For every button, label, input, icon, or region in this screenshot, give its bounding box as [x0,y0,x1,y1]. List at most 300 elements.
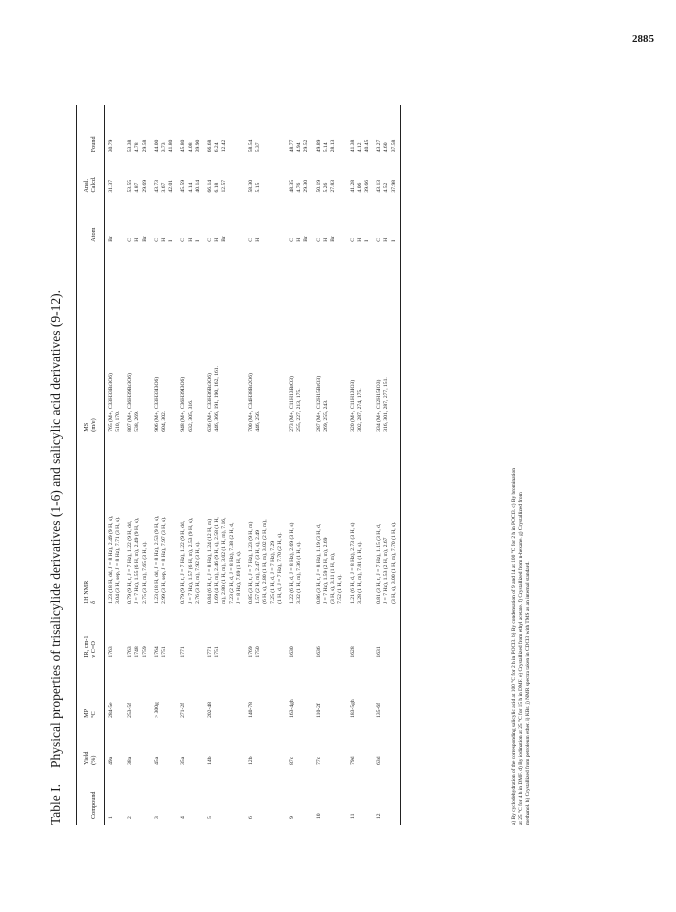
yield-value: 35a [180,756,187,765]
ir-value: 1748 [134,646,141,658]
yield-value: 87c [289,756,296,765]
atom-symbol: I [194,239,201,242]
found-value: 45.80 [180,139,187,153]
ms-line: 538, 269. [134,410,141,432]
calcd-value: 4.52 [383,182,390,193]
cell-yield [373,720,400,767]
calcd-value: 5.15 [255,182,262,193]
found-value: 28.13 [330,139,337,153]
ms-line: 316, 301, 287, 277, 151. [383,377,390,432]
table-row [347,105,374,825]
header-nmr [77,434,105,606]
cell-ms [151,244,178,434]
nmr-line: 1.57 (2 H, m), 2.47 (3 H, s), 2.49 [255,530,262,604]
yield-value: 63d [376,756,383,765]
cell-ms [104,244,124,434]
cell-yield [104,720,124,767]
cell-yield [204,720,245,767]
cell-calc [347,154,374,194]
calcd-value: 3.67 [161,182,168,193]
found-value: 5.14 [322,142,329,153]
cell-nmr [104,434,124,606]
yield-value: 77c [315,756,322,765]
found-value: 49.89 [315,139,322,153]
cell-found [104,105,124,154]
yield-value: 45a [153,756,160,765]
cell-calc [286,154,313,194]
cell-yield [177,720,204,767]
atom-symbol: Br [141,236,148,242]
cell-nmr [373,434,400,606]
cell-calc [124,154,151,194]
cell-nmr [347,434,374,606]
table-row [245,105,286,825]
found-value: 6.24 [214,142,221,153]
calcd-value: 4.76 [296,182,303,193]
calcd-value: 40.14 [194,179,201,193]
compound-number: 4 [180,816,187,819]
ms-line: 604, 302. [161,410,168,432]
cell-ir [104,606,124,660]
nmr-line: 1.21 (6 H, d, J = 8 Hz), 2.73 (3 H, s) [349,522,356,604]
calcd-value: 43.13 [376,179,383,193]
calcd-value: 4.87 [134,182,141,193]
nmr-line: J = 7 Hz), 1.53 (2 H, m), 2.67 [383,537,390,604]
ir-value: 1750 [255,646,262,658]
mp-value: 135-6f [376,703,383,718]
calcd-value: 29.69 [141,179,148,193]
ir-value: 1751 [214,646,221,658]
nmr-line: 3.28 (1 H, m), 7.81 (1 H, s). [356,541,363,604]
calcd-value: 53.55 [127,179,134,193]
found-value: 40.45 [363,139,370,153]
cell-ir [124,606,151,660]
cell-nmr [151,434,178,606]
nmr-line: 0.79 (9 H, t, J = 7 Hz), 1.22 (9 H, dd, [127,520,134,604]
atom-symbol: H [322,237,329,242]
nmr-line: 1.69 (4 H, m), 2.46 (9 H, s), 2.58 (1 H, [214,517,221,604]
atom-symbol: H [134,237,141,242]
ir-value: 1764 [153,646,160,658]
ir-value: 1763 [107,646,114,658]
calcd-value: 66.14 [207,179,214,193]
cell-found [347,105,374,154]
cell-atom [151,195,178,244]
mp-value: 284-5e [107,702,114,718]
atom-symbol: C [289,237,296,242]
calcd-value: 58.30 [248,179,255,193]
mp-value: > 300g [153,702,160,718]
header-line: (%) [90,755,98,765]
nmr-line: 2.76 (3 H, m), 7.92 (3 H, s). [194,541,201,604]
header-line: Anal. [83,178,90,193]
cell-found [124,105,151,154]
header-ir [77,606,105,660]
ms-line: 334 (M+, C12H15IO3) [376,379,383,432]
yield-value: 49a [107,756,114,765]
ir-value: 1771 [207,646,214,658]
properties-table [76,105,401,825]
cell-nmr [124,434,151,606]
mp-value: 253-5f [127,703,134,718]
nmr-line: 0.86 (3 H, t, J = 8 Hz), 1.19 (3 H, d, [315,523,322,604]
ms-line: 510, 170. [115,410,122,432]
page-number: 2885 [632,33,654,45]
mp-value: 202-48 [207,702,214,718]
cell-ir [177,606,204,660]
atom-symbol: H [383,237,390,242]
header-line: ν C=O [90,641,98,658]
header-yield [77,720,105,767]
cell-compound [124,767,151,825]
found-value: 29.52 [303,139,310,153]
header-mp [77,660,105,720]
calcd-value: 42.01 [168,179,175,193]
cell-found [177,105,204,154]
ms-line: 273 (M+, C11H13BrO3) [289,376,296,432]
cell-compound [313,767,347,825]
cell-compound [104,767,124,825]
atom-symbol: Br [330,236,337,242]
header-line: Compound [90,791,98,819]
table-caption [48,125,64,825]
nmr-line: (3 H, s), 3.11 (1 H, m), [330,552,337,604]
cell-compound [177,767,204,825]
header-line: MS [83,422,90,432]
found-value: 5.37 [255,142,262,153]
found-value: 48.77 [289,139,296,153]
cell-calc [104,154,124,194]
cell-yield [124,720,151,767]
header-line: Calcd. [90,176,98,193]
cell-ir [373,606,400,660]
nmr-line: 3.04 (3 H, sep, J = 8 Hz), 7.71 (3 H, s). [115,516,122,604]
nmr-line: 0.79 (9 H, t, J = 7 Hz), 1.22 (9 H, dd, [180,520,187,604]
header-calcd [77,154,105,194]
calcd-value: 5.26 [322,182,329,193]
cell-found [286,105,313,154]
ir-value: 1751 [161,646,168,658]
cell-atom [124,195,151,244]
atom-symbol: C [207,237,214,242]
ms-line: 302, 287, 274, 175. [356,388,363,432]
cell-calc [373,154,400,194]
nmr-line: 1.23 (18 H, dd, J = 8 Hz), 2.49 (9 H, s), [107,515,114,604]
calcd-value: 50.19 [315,179,322,193]
cell-atom [286,195,313,244]
cell-yield [313,720,347,767]
table-row [177,105,204,825]
mp-value: 140-78 [248,702,255,718]
table-caption-label: Table I. [48,783,63,825]
cell-ms [177,244,204,434]
cell-mp [347,660,374,720]
cell-ms [373,244,400,434]
cell-atom [245,195,286,244]
header-ms [77,244,105,434]
cell-mp [104,660,124,720]
cell-compound [286,767,313,825]
nmr-line: (1 H, d, J = 7 Hz), 7.70 (2 H, s). [276,532,283,604]
cell-calc [151,154,178,194]
ir-value: 1769 [248,646,255,658]
compound-number: 2 [127,816,134,819]
cell-atom [204,195,245,244]
found-value: 12.42 [221,139,228,153]
nmr-line: 0.81 (3 H, t, J = 7 Hz), 1.15 (3 H, d, [376,523,383,604]
ir-value: 1630 [289,646,296,658]
atom-symbol: C [248,237,255,242]
cell-ir [347,606,374,660]
cell-mp [245,660,286,720]
header-line: °C [90,711,98,718]
ms-line: 320 (M+, C11H13IO3) [349,379,356,432]
calcd-value: 12.57 [221,179,228,193]
ir-value: 1628 [349,646,356,658]
footnote-line: a) By cyclodehydration of the corresponding salicylic acid at 100 °C for 2 h in POCl3. b) By condensation of 9 and 14 at 100 °C for 2 h in POCl3. c) By bromination [511,468,517,825]
found-value: 30.79 [107,139,114,153]
table-row [286,105,313,825]
cell-nmr [245,434,286,606]
ms-line: 700 (M+, C34H38Br2O6) [248,373,255,432]
nmr-line: J = 8 Hz), 7.69 (1 H, s). [235,550,242,604]
ir-value: 1631 [376,646,383,658]
cell-nmr [204,434,245,606]
cell-compound [151,767,178,825]
cell-ms [124,244,151,434]
calcd-value: 27.83 [330,179,337,193]
nmr-line: (3 H, s), 3.00 (1 H, m), 7.70 (1 H, s). [390,521,397,604]
table-row [204,105,245,825]
table-row [313,105,347,825]
cell-compound [245,767,286,825]
ir-value: 1636 [315,646,322,658]
table-body [104,105,400,825]
ms-line: 948 (M+, C36H39I3O6) [180,376,187,432]
atom-symbol: H [187,237,194,242]
nmr-line: J = 7 Hz), 1.59 (2 H, m), 2.69 [322,537,329,604]
cell-mp [286,660,313,720]
found-value: 58.54 [248,139,255,153]
calcd-value: 6.18 [214,182,221,193]
ms-line: 807 (M+, C36H39Br3O6) [127,373,134,432]
calcd-value: 41.28 [349,179,356,193]
footnote-line: at 25 °C for 4 h in DMF. d) By iodination at 25 °C for 15 h in DMF. e) Crystallized from ethyl acetate. f) Crystallized from n-hexane. g) Crystallized from [518,492,525,825]
nmr-line: 0.85 (3 H, t, J = 7 Hz), 1.23 (9 H, m) [248,521,255,604]
compound-number: 11 [349,813,356,819]
cell-ms [204,244,245,434]
table-row [373,105,400,825]
ms-line: 287 (M+, C12H15BrO3) [315,375,322,432]
header-line: Atom [90,227,98,242]
cell-yield [245,720,286,767]
table-footnotes [511,105,533,825]
cell-yield [347,720,374,767]
cell-found [204,105,245,154]
header-line: Found [90,136,98,153]
nmr-line: m), 2.80 (1 H, m), 3.02 (1 H, m), 7.16, [221,517,228,604]
nmr-line: 1.23 (18 H, dd, J = 8 Hz), 2.53 (9 H, s), [153,515,160,604]
compound-number: 9 [289,816,296,819]
atom-symbol: C [376,237,383,242]
cell-atom [104,195,124,244]
cell-compound [373,767,400,825]
nmr-line: 7.52 (1 H, s). [337,574,344,604]
atom-symbol: I [390,239,397,242]
found-value: 4.08 [187,142,194,153]
atom-symbol: C [153,237,160,242]
header-compound [77,767,105,825]
header-atom [77,195,105,244]
calcd-value: 39.66 [363,179,370,193]
cell-atom [347,195,374,244]
mp-value: 183-5gh [349,699,356,718]
atom-symbol: Br [303,236,310,242]
cell-mp [204,660,245,720]
cell-compound [347,767,374,825]
mp-value: 163-4gh [289,699,296,718]
found-value: 41.80 [168,139,175,153]
ms-line: 636 (M+, C33H36Br3O6) [207,373,214,432]
atom-symbol: I [168,239,175,242]
found-value: 41.38 [349,139,356,153]
cell-yield [286,720,313,767]
cell-ir [151,606,178,660]
cell-found [313,105,347,154]
found-value: 39.90 [194,139,201,153]
atom-symbol: C [349,237,356,242]
cell-ir [313,606,347,660]
nmr-line: 0.84 (6 H, t, J = 8 Hz), 1.24 (12 H, m) [207,518,214,604]
compound-number: 5 [207,816,214,819]
found-value: 3.73 [161,142,168,153]
atom-symbol: H [296,237,303,242]
table-row [104,105,124,825]
compound-number: 3 [153,816,160,819]
cell-nmr [313,434,347,606]
ms-line: 906 (M+, C33H33I3O6) [153,376,160,432]
calcd-value: 37.98 [390,179,397,193]
ms-line: 446, 366, 191, 190, 162, 161. [214,366,221,432]
table-row [124,105,151,825]
rotated-table-page [48,105,563,825]
header-line: (m/e) [90,418,98,432]
nmr-line: 7.25 (1 H, d, J = 7 Hz), 7.29 [269,540,276,604]
found-value: 4.12 [356,142,363,153]
found-value: 4.60 [383,142,390,153]
header-line: 1H NMR [83,580,90,604]
found-value: 66.68 [207,139,214,153]
calcd-value: 43.73 [153,179,160,193]
footnote-line: methanol. h) Crystallized from petroleum ether. i) KBr. j) NMR spectra taken in CDCl3 with TMS as an internal standard. [525,561,532,825]
table-header-row [77,105,105,825]
nmr-line: (6 H, s), 2.80 (1 H, m), 3.02 (2 H, m), [262,519,269,604]
calcd-value: 4.06 [356,182,363,193]
compound-number: 1 [107,816,114,819]
cell-calc [177,154,204,194]
atom-symbol: I [363,239,370,242]
ms-line: 765 (M+, C33H33Br3O6) [107,373,114,432]
cell-yield [151,720,178,767]
cell-ms [347,244,374,434]
cell-calc [204,154,245,194]
atom-symbol: H [214,237,221,242]
table-caption-text: Physical properties of trisalicylide derivatives (1-6) and salicylic acid derivatives (9-12). [48,289,63,768]
atom-symbol: C [180,237,187,242]
cell-ms [286,244,313,434]
cell-mp [313,660,347,720]
yield-value: 14b [207,756,214,765]
cell-found [245,105,286,154]
atom-symbol: Br [221,236,228,242]
ir-value: 1771 [180,646,187,658]
found-value: 4.94 [296,142,303,153]
cell-ir [245,606,286,660]
found-value: 4.78 [134,142,141,153]
compound-number: 6 [248,816,255,819]
cell-nmr [286,434,313,606]
atom-symbol: C [315,237,322,242]
ms-line: 269, 255, 243. [322,399,329,432]
cell-calc [245,154,286,194]
atom-symbol: H [255,237,262,242]
atom-symbol: C [127,237,134,242]
header-line: Yield [83,751,90,765]
header-line: δ [90,600,98,604]
cell-calc [313,154,347,194]
cell-found [373,105,400,154]
found-value: 44.00 [153,139,160,153]
nmr-line: 7.23 (2 H, d, J = 8 Hz), 7.38 (2 H, d, [228,522,235,604]
cell-ir [286,606,313,660]
nmr-line: J = 7 Hz), 1.57 (6 H, m), 2.53 (9 H, s), [187,517,194,604]
cell-found [151,105,178,154]
cell-nmr [177,434,204,606]
calcd-value: 45.59 [180,179,187,193]
atom-symbol: H [161,237,168,242]
yield-value: 38a [127,756,134,765]
calcd-value: 29.30 [303,179,310,193]
cell-ir [204,606,245,660]
header-line: MP [83,708,90,718]
calcd-value: 4.14 [187,182,194,193]
calcd-value: 31.37 [107,179,114,193]
found-value: 53.38 [127,139,134,153]
cell-mp [177,660,204,720]
cell-compound [204,767,245,825]
yield-value: 79d [349,756,356,765]
cell-mp [151,660,178,720]
ms-line: 255, 227, 213, 175. [296,388,303,432]
found-value: 29.58 [141,139,148,153]
nmr-line: 2.99 (3 H, sep, J = 8 Hz), 7.97 (3 H, s). [161,516,168,604]
cell-mp [373,660,400,720]
atom-symbol: H [356,237,363,242]
nmr-line: 1.22 (6 H, d, J = 8 Hz), 2.69 (3 H, s) [289,522,296,604]
cell-ms [313,244,347,434]
compound-number: 12 [376,813,383,819]
found-value: 43.27 [376,139,383,153]
header-line: IR, cm-1 [83,635,90,658]
found-value: 37.58 [390,139,397,153]
table-row [151,105,178,825]
calcd-value: 48.35 [289,179,296,193]
mp-value: 110-2f [315,703,322,718]
yield-value: 12b [248,756,255,765]
nmr-line: 2.75 (3 H, m), 7.65 (3 H, s). [141,541,148,604]
compound-number: 10 [315,813,322,819]
mp-value: 271-2f [180,703,187,718]
